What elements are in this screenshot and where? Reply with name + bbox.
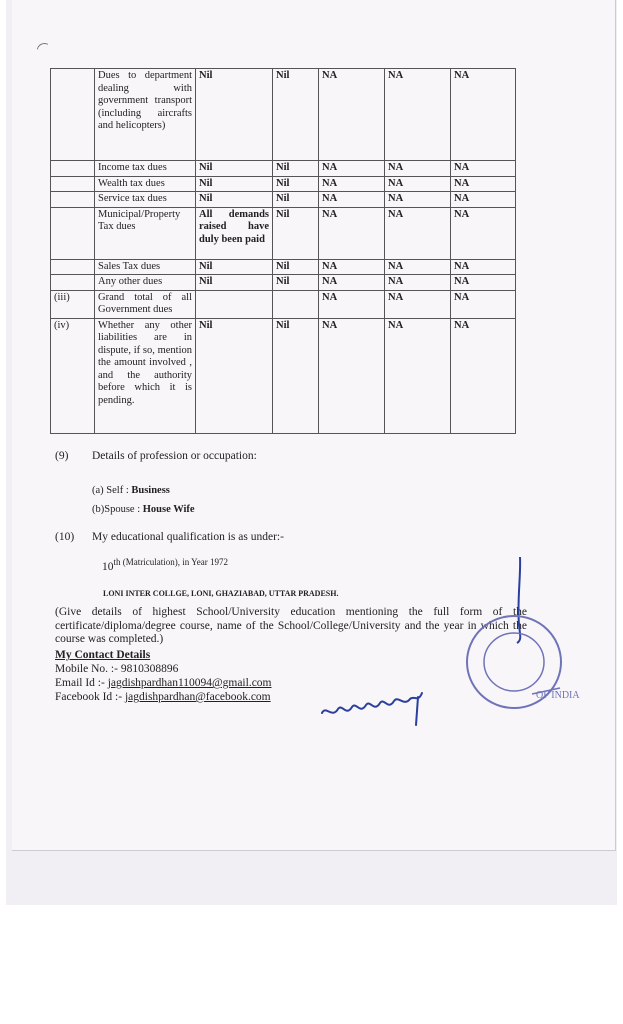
value-cell: NA <box>319 176 385 192</box>
institution-name: LONI INTER COLLGE, LONI, GHAZIABAD, UTTAR PRADESH. <box>103 589 339 598</box>
table-row <box>51 161 516 177</box>
value-cell: Nil <box>196 318 273 433</box>
value-cell: NA <box>385 318 451 433</box>
value-cell: NA <box>385 69 451 161</box>
description-cell: Service tax dues <box>95 192 196 208</box>
value-cell: Nil <box>273 318 319 433</box>
row-number-cell <box>51 161 95 177</box>
description-cell: Income tax dues <box>95 161 196 177</box>
value-cell: Nil <box>273 161 319 177</box>
value-cell: NA <box>385 290 451 318</box>
qualification: $10^{th (Matriculation), in Year 1972}$ <box>102 557 228 573</box>
value-cell: NA <box>319 207 385 259</box>
section-9-heading: Details of profession or occupation: <box>92 450 257 462</box>
value-cell <box>196 290 273 318</box>
value-cell: Nil <box>273 207 319 259</box>
value-cell: Nil <box>196 69 273 161</box>
section-9-number: (9) <box>55 450 69 462</box>
value-cell: Nil <box>196 275 273 291</box>
mobile-line: Mobile No. :- 9810308896 <box>55 663 179 675</box>
value-cell: NA <box>385 259 451 275</box>
table-row <box>51 69 516 161</box>
row-number-cell <box>51 69 95 161</box>
value-cell: Nil <box>273 259 319 275</box>
value-cell: NA <box>451 318 516 433</box>
value-cell: NA <box>385 207 451 259</box>
value-cell: NA <box>319 259 385 275</box>
value-cell: Nil <box>196 192 273 208</box>
self-occupation-value: Business <box>131 485 170 496</box>
value-cell: NA <box>451 259 516 275</box>
row-number-cell: (iv) <box>51 318 95 433</box>
value-cell: NA <box>319 192 385 208</box>
table-row <box>51 192 516 208</box>
table-row <box>51 176 516 192</box>
value-cell: NA <box>451 275 516 291</box>
value-cell: NA <box>451 176 516 192</box>
value-cell: Nil <box>196 161 273 177</box>
value-cell: NA <box>451 290 516 318</box>
value-cell: NA <box>319 290 385 318</box>
section-10-number: (10) <box>55 531 75 543</box>
row-number-cell <box>51 275 95 291</box>
value-cell: All demands raised have duly been paid <box>196 207 273 259</box>
row-number-cell <box>51 176 95 192</box>
liabilities-table <box>50 68 516 434</box>
value-cell: NA <box>451 161 516 177</box>
value-cell: Nil <box>273 275 319 291</box>
description-cell: Sales Tax dues <box>95 259 196 275</box>
row-number-cell <box>51 192 95 208</box>
email-line: Email Id :- jagdishpardhan110094@gmail.com <box>55 677 272 689</box>
value-cell: NA <box>319 161 385 177</box>
description-cell: Any other dues <box>95 275 196 291</box>
spouse-occupation: (b)Spouse : House Wife <box>92 504 195 515</box>
row-number-cell: (iii) <box>51 290 95 318</box>
facebook-line: Facebook Id :- jagdishpardhan@facebook.com <box>55 691 271 703</box>
contact-title: My Contact Details <box>55 649 151 661</box>
table-row <box>51 275 516 291</box>
value-cell: NA <box>385 176 451 192</box>
value-cell: NA <box>451 207 516 259</box>
facebook-link[interactable]: jagdishpardhan@facebook.com <box>124 691 271 703</box>
description-cell: Whether any other liabilities are in dispute, if so, mention the amount involved , and the authority before which it is pending. <box>95 318 196 433</box>
value-cell: NA <box>385 161 451 177</box>
table-row <box>51 290 516 318</box>
value-cell: Nil <box>196 176 273 192</box>
value-cell: NA <box>385 275 451 291</box>
self-occupation: (a) Self : Business <box>92 485 170 496</box>
value-cell: Nil <box>273 176 319 192</box>
value-cell: NA <box>451 69 516 161</box>
seal-text: OF INDIA <box>536 690 580 701</box>
value-cell <box>273 290 319 318</box>
row-number-cell <box>51 207 95 259</box>
signature <box>318 685 438 730</box>
description-cell: Grand total of all Government dues <box>95 290 196 318</box>
description-cell: Municipal/Property Tax dues <box>95 207 196 259</box>
value-cell: NA <box>451 192 516 208</box>
value-cell: Nil <box>273 69 319 161</box>
spouse-occupation-value: House Wife <box>142 504 195 515</box>
value-cell: Nil <box>196 259 273 275</box>
value-cell: NA <box>319 318 385 433</box>
description-cell: Dues to department dealing with government transport (including aircrafts and helicopters) <box>95 69 196 161</box>
value-cell: NA <box>319 275 385 291</box>
table-row <box>51 318 516 433</box>
section-10-heading: My educational qualification is as under:- <box>92 531 284 543</box>
education-note: (Give details of highest School/University education mentioning the full form of the certificate/diploma/degree course, name of the School/College/University and the year in which the course was completed.) <box>55 606 527 645</box>
table-row <box>51 207 516 259</box>
table-row <box>51 259 516 275</box>
mobile-number: 9810308896 <box>120 663 179 675</box>
value-cell: NA <box>319 69 385 161</box>
row-number-cell <box>51 259 95 275</box>
value-cell: Nil <box>273 192 319 208</box>
email-link[interactable]: jagdishpardhan110094@gmail.com <box>107 677 272 689</box>
official-seal <box>462 612 580 712</box>
description-cell: Wealth tax dues <box>95 176 196 192</box>
value-cell: NA <box>385 192 451 208</box>
